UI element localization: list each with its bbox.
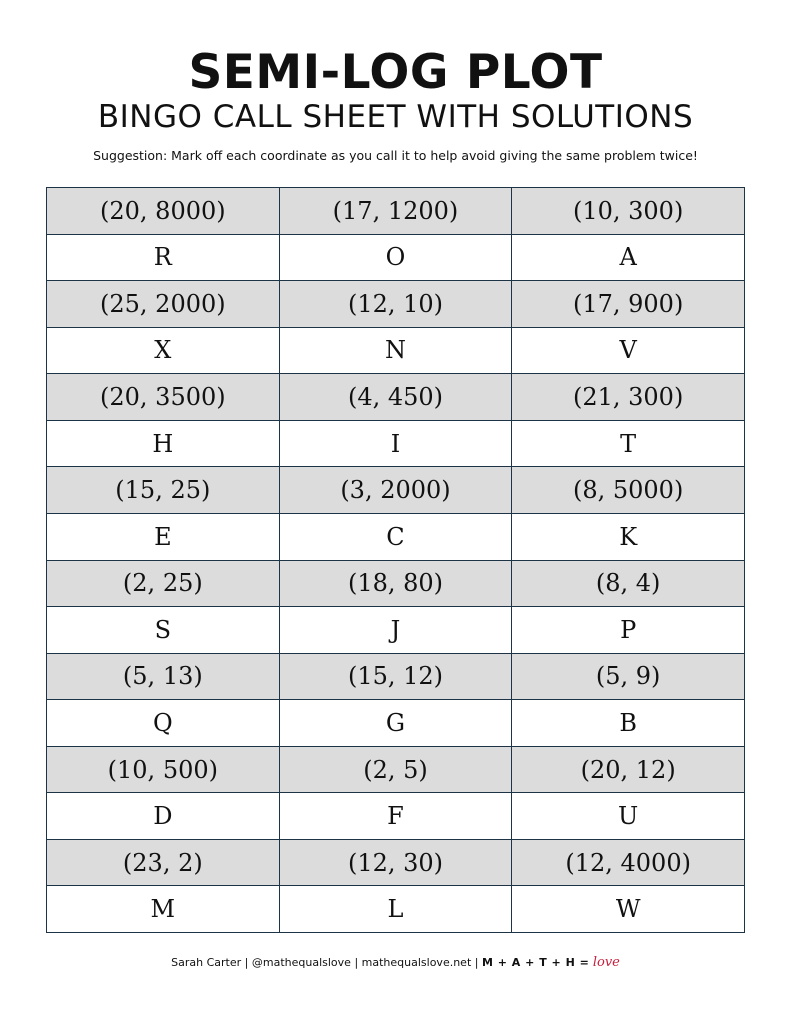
letter-cell: N	[279, 327, 512, 374]
coordinate-cell: (5, 9)	[512, 653, 745, 700]
letter-row	[47, 234, 745, 281]
footer-separator: |	[474, 956, 479, 969]
letter-row	[47, 513, 745, 560]
letter-cell: M	[47, 886, 280, 933]
letter-cell: U	[512, 793, 745, 840]
coordinate-cell: (5, 13)	[47, 653, 280, 700]
footer-separator: |	[354, 956, 359, 969]
letter-cell: B	[512, 700, 745, 747]
coordinate-cell: (20, 12)	[512, 746, 745, 793]
coordinate-cell: (21, 300)	[512, 374, 745, 421]
coordinate-cell: (20, 3500)	[47, 374, 280, 421]
coordinate-cell: (10, 500)	[47, 746, 280, 793]
footer-handle: @mathequalslove	[251, 956, 351, 969]
letter-cell: W	[512, 886, 745, 933]
coordinate-cell: (12, 4000)	[512, 839, 745, 886]
coordinate-cell: (2, 25)	[47, 560, 280, 607]
letter-cell: R	[47, 234, 280, 281]
coordinate-cell: (17, 900)	[512, 281, 745, 328]
letter-cell: K	[512, 513, 745, 560]
letter-row	[47, 886, 745, 933]
coordinate-cell: (8, 5000)	[512, 467, 745, 514]
coordinate-cell: (23, 2)	[47, 839, 280, 886]
footer-separator: |	[244, 956, 249, 969]
coordinate-cell: (20, 8000)	[47, 188, 280, 235]
coordinate-row	[47, 560, 745, 607]
page-subtitle: BINGO CALL SHEET WITH SOLUTIONS	[97, 99, 694, 135]
page-title: SEMI-LOG PLOT	[188, 45, 603, 100]
coordinate-cell: (15, 25)	[47, 467, 280, 514]
letter-cell: S	[47, 607, 280, 654]
letter-row	[47, 793, 745, 840]
coordinate-row	[47, 746, 745, 793]
letter-cell: I	[279, 420, 512, 467]
coordinate-row	[47, 374, 745, 421]
footer	[0, 955, 791, 971]
coordinate-cell: (12, 10)	[279, 281, 512, 328]
letter-cell: E	[47, 513, 280, 560]
coordinate-row	[47, 188, 745, 235]
letter-row	[47, 607, 745, 654]
letter-cell: Q	[47, 700, 280, 747]
grid-body	[47, 188, 745, 933]
footer-brand: M + A + T + H =	[481, 956, 590, 969]
letter-cell: L	[279, 886, 512, 933]
coordinate-cell: (10, 300)	[512, 188, 745, 235]
coordinate-row	[47, 467, 745, 514]
suggestion-text: Suggestion: Mark off each coordinate as you call it to help avoid giving the same problem twice!	[93, 148, 698, 163]
letter-cell: G	[279, 700, 512, 747]
coordinate-cell: (8, 4)	[512, 560, 745, 607]
letter-cell: A	[512, 234, 745, 281]
letter-row	[47, 327, 745, 374]
letter-cell: F	[279, 793, 512, 840]
letter-row	[47, 420, 745, 467]
footer-brand-love: love	[592, 955, 620, 970]
letter-cell: C	[279, 513, 512, 560]
coordinate-cell: (25, 2000)	[47, 281, 280, 328]
coordinate-cell: (4, 450)	[279, 374, 512, 421]
letter-row	[47, 700, 745, 747]
letter-cell: O	[279, 234, 512, 281]
letter-cell: X	[47, 327, 280, 374]
letter-cell: T	[512, 420, 745, 467]
coordinate-cell: (3, 2000)	[279, 467, 512, 514]
coordinate-row	[47, 653, 745, 700]
letter-cell: V	[512, 327, 745, 374]
coordinate-row	[47, 281, 745, 328]
coordinate-cell: (18, 80)	[279, 560, 512, 607]
coordinate-cell: (2, 5)	[279, 746, 512, 793]
coordinate-row	[47, 839, 745, 886]
coordinate-cell: (17, 1200)	[279, 188, 512, 235]
letter-cell: J	[279, 607, 512, 654]
letter-cell: D	[47, 793, 280, 840]
coordinate-cell: (12, 30)	[279, 839, 512, 886]
footer-site: mathequalslove.net	[361, 956, 472, 969]
bingo-call-grid	[46, 187, 745, 933]
letter-cell: H	[47, 420, 280, 467]
letter-cell: P	[512, 607, 745, 654]
footer-author: Sarah Carter	[171, 956, 242, 969]
coordinate-cell: (15, 12)	[279, 653, 512, 700]
